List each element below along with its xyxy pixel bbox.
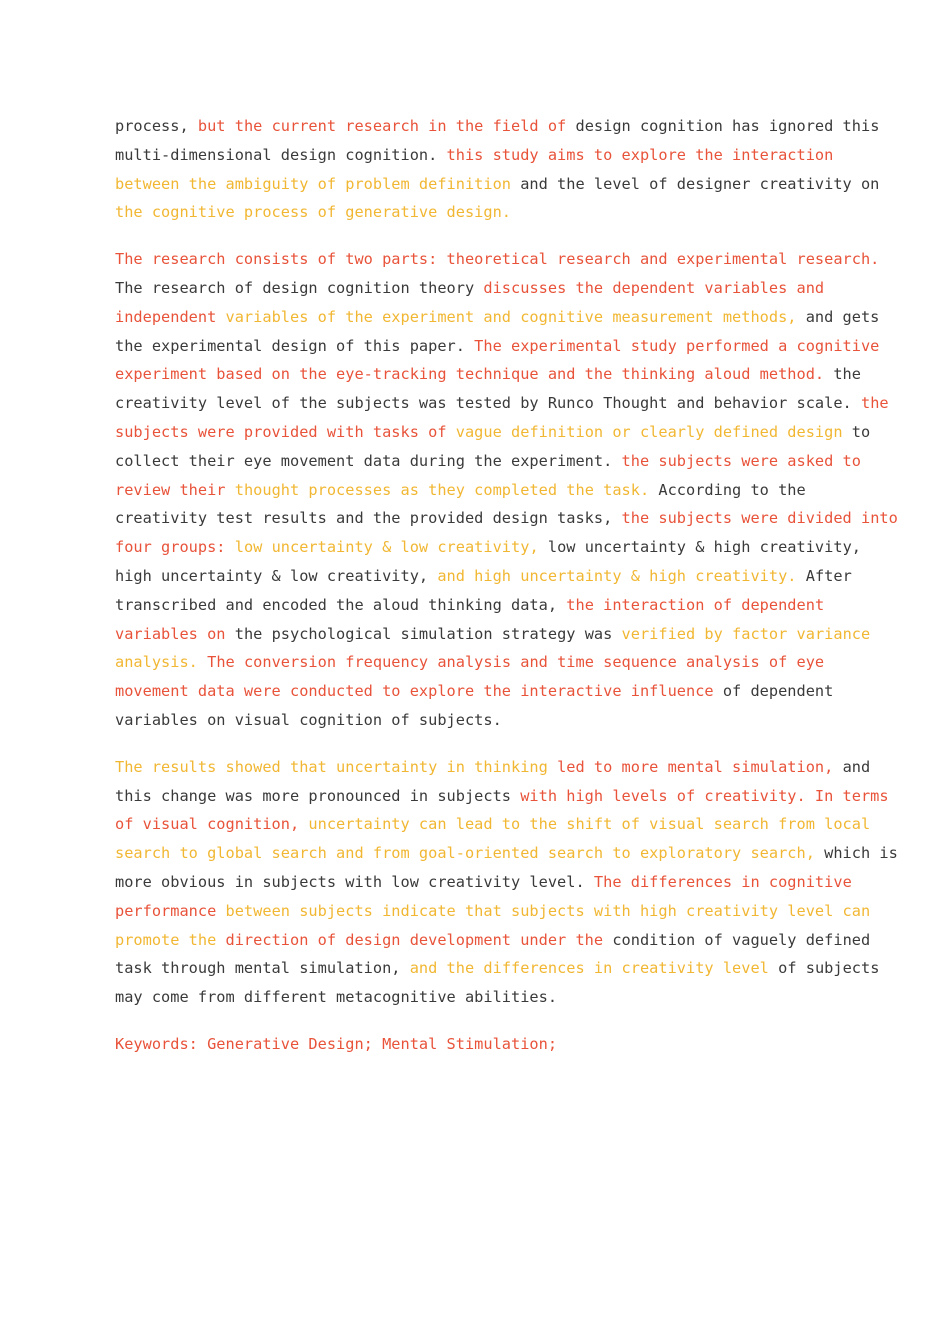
text-segment: of visual cognition, [115,815,309,834]
abstract-paragraph [115,112,880,227]
text-line [115,620,871,649]
paragraph-gap [115,1012,855,1030]
text-line [115,360,861,389]
text-segment: and high uncertainty & high creativity. [437,566,806,585]
text-segment: The research of design cognition theory [115,278,484,297]
text-line [115,753,871,782]
text-line [115,112,880,141]
text-line [115,418,871,447]
text-segment: design cognition has ignored this [575,117,880,135]
text-line [115,198,855,227]
text-segment: low uncertainty & low creativity, [234,538,548,557]
text-segment: The experimental study performed a cognitive [474,336,880,355]
text-line [115,447,861,476]
text-segment: uncertainty can lead to the shift of visual search from local [308,815,871,834]
text-line [115,274,855,303]
text-segment: condition of vaguely defined [612,930,871,949]
text-segment: collect their eye movement data during the experiment. [115,451,622,470]
text-segment: transcribed and encoded the aloud thinking data, [115,595,567,614]
text-line [115,562,855,591]
text-line [115,782,889,811]
text-segment: discusses the dependent variables and [483,278,825,297]
text-segment: independent [115,307,226,326]
text-segment: the [860,394,889,413]
text-segment: search to global search and from goal-oriented search to exploratory search, [115,844,825,863]
text-segment: the cognitive process of generative design. [115,203,512,222]
text-segment: the experimental design of this paper. [115,336,475,355]
text-segment: may come from different metacognitive abilities. [115,988,558,1007]
text-line [115,868,855,897]
text-segment: between subjects indicate that subjects with high creativity level can [225,901,871,920]
text-segment: high uncertainty & low creativity, [115,566,438,585]
text-line [115,810,871,839]
text-line [115,897,871,926]
text-segment: with high levels of creativity. In terms [520,786,889,805]
text-segment: performance [115,901,226,920]
text-segment: verified by factor variance [621,624,871,643]
text-line [115,141,855,170]
text-line [115,332,880,361]
text-segment: variables on [115,624,235,643]
text-segment: direction of design development under the [225,930,613,949]
document-body [115,112,898,1059]
text-segment: creativity test results and the provided design tasks, [115,509,622,528]
text-segment: variables of the experiment and cognitive measurement methods, [225,307,806,326]
text-segment: The conversion frequency analysis and time sequence analysis of eye [207,653,825,672]
text-segment: variables on visual cognition of subjects. [115,710,502,729]
text-segment: and the differences in creativity level [409,959,779,978]
text-line [115,476,855,505]
text-segment: According to the [658,480,806,499]
abstract-paragraph [115,753,898,1012]
text-line [115,504,898,533]
text-segment: to [851,422,871,441]
text-segment: of dependent [722,682,834,701]
text-segment: the [833,365,861,384]
text-line [115,706,855,735]
text-line [115,983,855,1012]
keywords-paragraph [115,1030,855,1059]
text-segment: task through mental simulation, [115,959,410,978]
text-segment: the psychological simulation strategy was [234,624,622,643]
text-line [115,303,880,332]
text-segment: low uncertainty & high creativity, [547,538,861,557]
text-segment: four groups: [115,538,235,557]
text-line [115,677,855,706]
text-segment: subjects were provided with tasks of [115,422,456,441]
text-segment: The differences in cognitive [593,872,852,891]
text-segment: movement data were conducted to explore the interactive influence [115,682,723,701]
text-segment: and the level of designer creativity on [520,174,880,193]
text-line [115,533,861,562]
text-segment: review their [115,480,235,499]
text-segment: promote the [115,930,226,949]
text-segment: and [842,757,871,776]
text-line [115,648,855,677]
text-segment: this study aims to explore the interaction [446,145,834,164]
text-segment: the subjects were divided into [621,509,898,528]
text-segment: experiment based on the eye-tracking technique and the thinking aloud method. [115,365,834,384]
text-segment: but the current research in the field of [197,117,576,135]
text-segment: which is [824,844,898,863]
text-segment: Keywords: Generative Design; Mental Stimulation; [115,1034,558,1053]
text-segment: The research consists of two parts: theoretical research and experimental research. [115,250,880,269]
text-segment: the interaction of dependent [566,595,825,614]
paragraph-gap [115,735,855,753]
text-segment: The results showed that uncertainty in thinking [115,757,558,776]
text-segment: the subjects were asked to [621,451,861,470]
text-segment: this change was more pronounced in subjects [115,786,521,805]
text-line [115,926,871,955]
text-segment: more obvious in subjects with low creativity level. [115,872,594,891]
text-line [115,170,880,199]
text-segment: creativity level of the subjects was tested by Runco Thought and behavior scale. [115,394,861,413]
text-segment: After [805,566,852,585]
text-line [115,954,880,983]
text-segment: vague definition or clearly defined design [455,422,852,441]
text-segment: multi-dimensional design cognition. [115,145,447,164]
text-segment: led to more mental simulation, [557,757,843,776]
paragraph-gap [115,227,855,245]
text-segment: analysis. [115,653,208,672]
text-segment: thought processes as they completed the task. [234,480,659,499]
text-segment: of subjects [778,959,880,978]
text-line [115,1030,855,1059]
text-line [115,839,898,868]
abstract-paragraph [115,245,898,735]
text-segment: process, [115,117,198,135]
text-line [115,389,889,418]
text-segment: and gets [805,307,880,326]
text-line [115,591,855,620]
text-segment: between the ambiguity of problem definition [115,174,521,193]
text-line [115,245,880,274]
